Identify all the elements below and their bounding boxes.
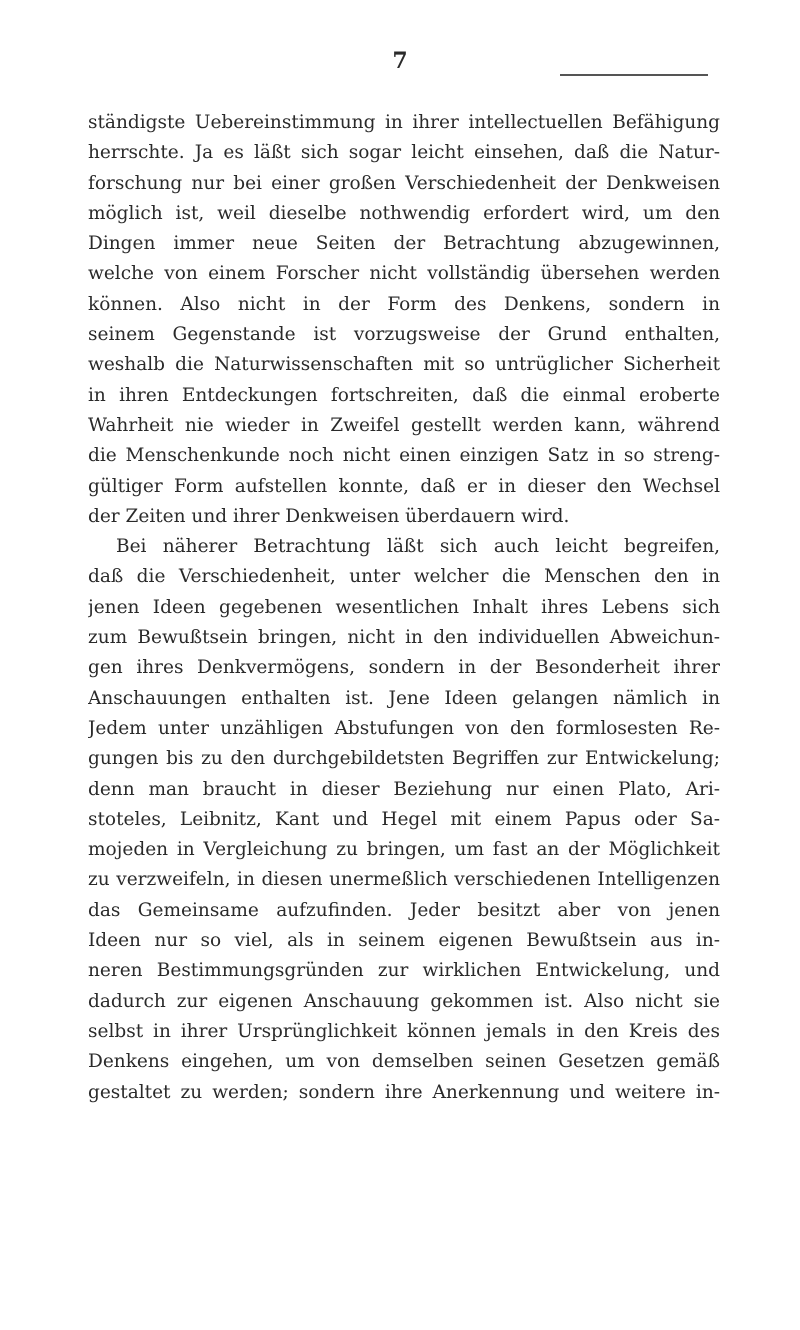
text-line: in ihren Entdeckungen fortschreiten, daß die einmal eroberte: [88, 384, 720, 406]
text-line: Anschauungen enthalten ist. Jene Ideen gelangen nämlich in: [88, 687, 720, 709]
text-line: herrschte. Ja es läßt sich sogar leicht einsehen, daß die Natur-: [88, 142, 720, 164]
text-line: gültiger Form aufstellen konnte, daß er in dieser den Wechsel: [88, 475, 720, 497]
text-line: Ideen nur so viel, als in seinem eigenen Bewußtsein aus in-: [88, 930, 720, 952]
text-line: ständigste Uebereinstimmung in ihrer intellectuellen Befähigung: [88, 112, 720, 133]
text-line: zum Bewußtsein bringen, nicht in den individuellen Abweichun-: [88, 627, 720, 649]
text-line: jenen Ideen gegebenen wesentlichen Inhalt ihres Lebens sich: [88, 596, 720, 618]
text-line: selbst in ihrer Ursprünglichkeit können jemals in den Kreis des: [88, 1020, 720, 1042]
text-line: das Gemeinsame aufzufinden. Jeder besitzt aber von jenen: [88, 899, 720, 921]
text-line: zu verzweifeln, in diesen unermeßlich verschiedenen Intelligenzen: [88, 869, 720, 891]
body-text: [88, 108, 720, 1108]
text-line: Jedem unter unzähligen Abstufungen von den formlosesten Re-: [88, 717, 720, 739]
text-line: seinem Gegenstande ist vorzugsweise der Grund enthalten,: [88, 324, 720, 346]
text-line: forschung nur bei einer großen Verschiedenheit der Denkweisen: [88, 172, 720, 194]
text-line: Denkens eingehen, um von demselben seinen Gesetzen gemäß: [88, 1051, 720, 1073]
text-line: welche von einem Forscher nicht vollständig übersehen werden: [88, 263, 720, 285]
text-line: die Menschenkunde noch nicht einen einzigen Satz in so streng-: [88, 445, 720, 467]
header-rule: [560, 74, 708, 76]
page-number: 7: [392, 48, 408, 74]
text-line: Dingen immer neue Seiten der Betrachtung abzugewinnen,: [88, 233, 720, 255]
text-line: der Zeiten und ihrer Denkweisen überdauern wird.: [88, 505, 570, 527]
text-line: daß die Verschiedenheit, unter welcher die Menschen den in: [88, 566, 720, 588]
text-line: gestaltet zu werden; sondern ihre Anerkennung und weitere in-: [88, 1081, 720, 1103]
text-line: mojeden in Vergleichung zu bringen, um fast an der Möglichkeit: [88, 839, 720, 861]
text-line: gen ihres Denkvermögens, sondern in der Besonderheit ihrer: [88, 657, 720, 679]
text-line: denn man braucht in dieser Beziehung nur einen Plato, Ari-: [88, 778, 720, 800]
text-line: Wahrheit nie wieder in Zweifel gestellt werden kann, während: [88, 414, 720, 436]
text-line: neren Bestimmungsgründen zur wirklichen Entwickelung, und: [88, 960, 720, 982]
text-line: möglich ist, weil dieselbe nothwendig erfordert wird, um den: [88, 202, 720, 224]
text-line: gungen bis zu den durchgebildetsten Begriffen zur Entwickelung;: [88, 748, 720, 770]
text-line: Bei näherer Betrachtung läßt sich auch leicht begreifen,: [116, 536, 720, 558]
text-line: stoteles, Leibnitz, Kant und Hegel mit einem Papus oder Sa-: [88, 808, 720, 830]
text-line: dadurch zur eigenen Anschauung gekommen ist. Also nicht sie: [88, 990, 720, 1012]
text-line: können. Also nicht in der Form des Denkens, sondern in: [88, 293, 720, 315]
text-line: weshalb die Naturwissenschaften mit so untrüglicher Sicherheit: [88, 354, 720, 376]
